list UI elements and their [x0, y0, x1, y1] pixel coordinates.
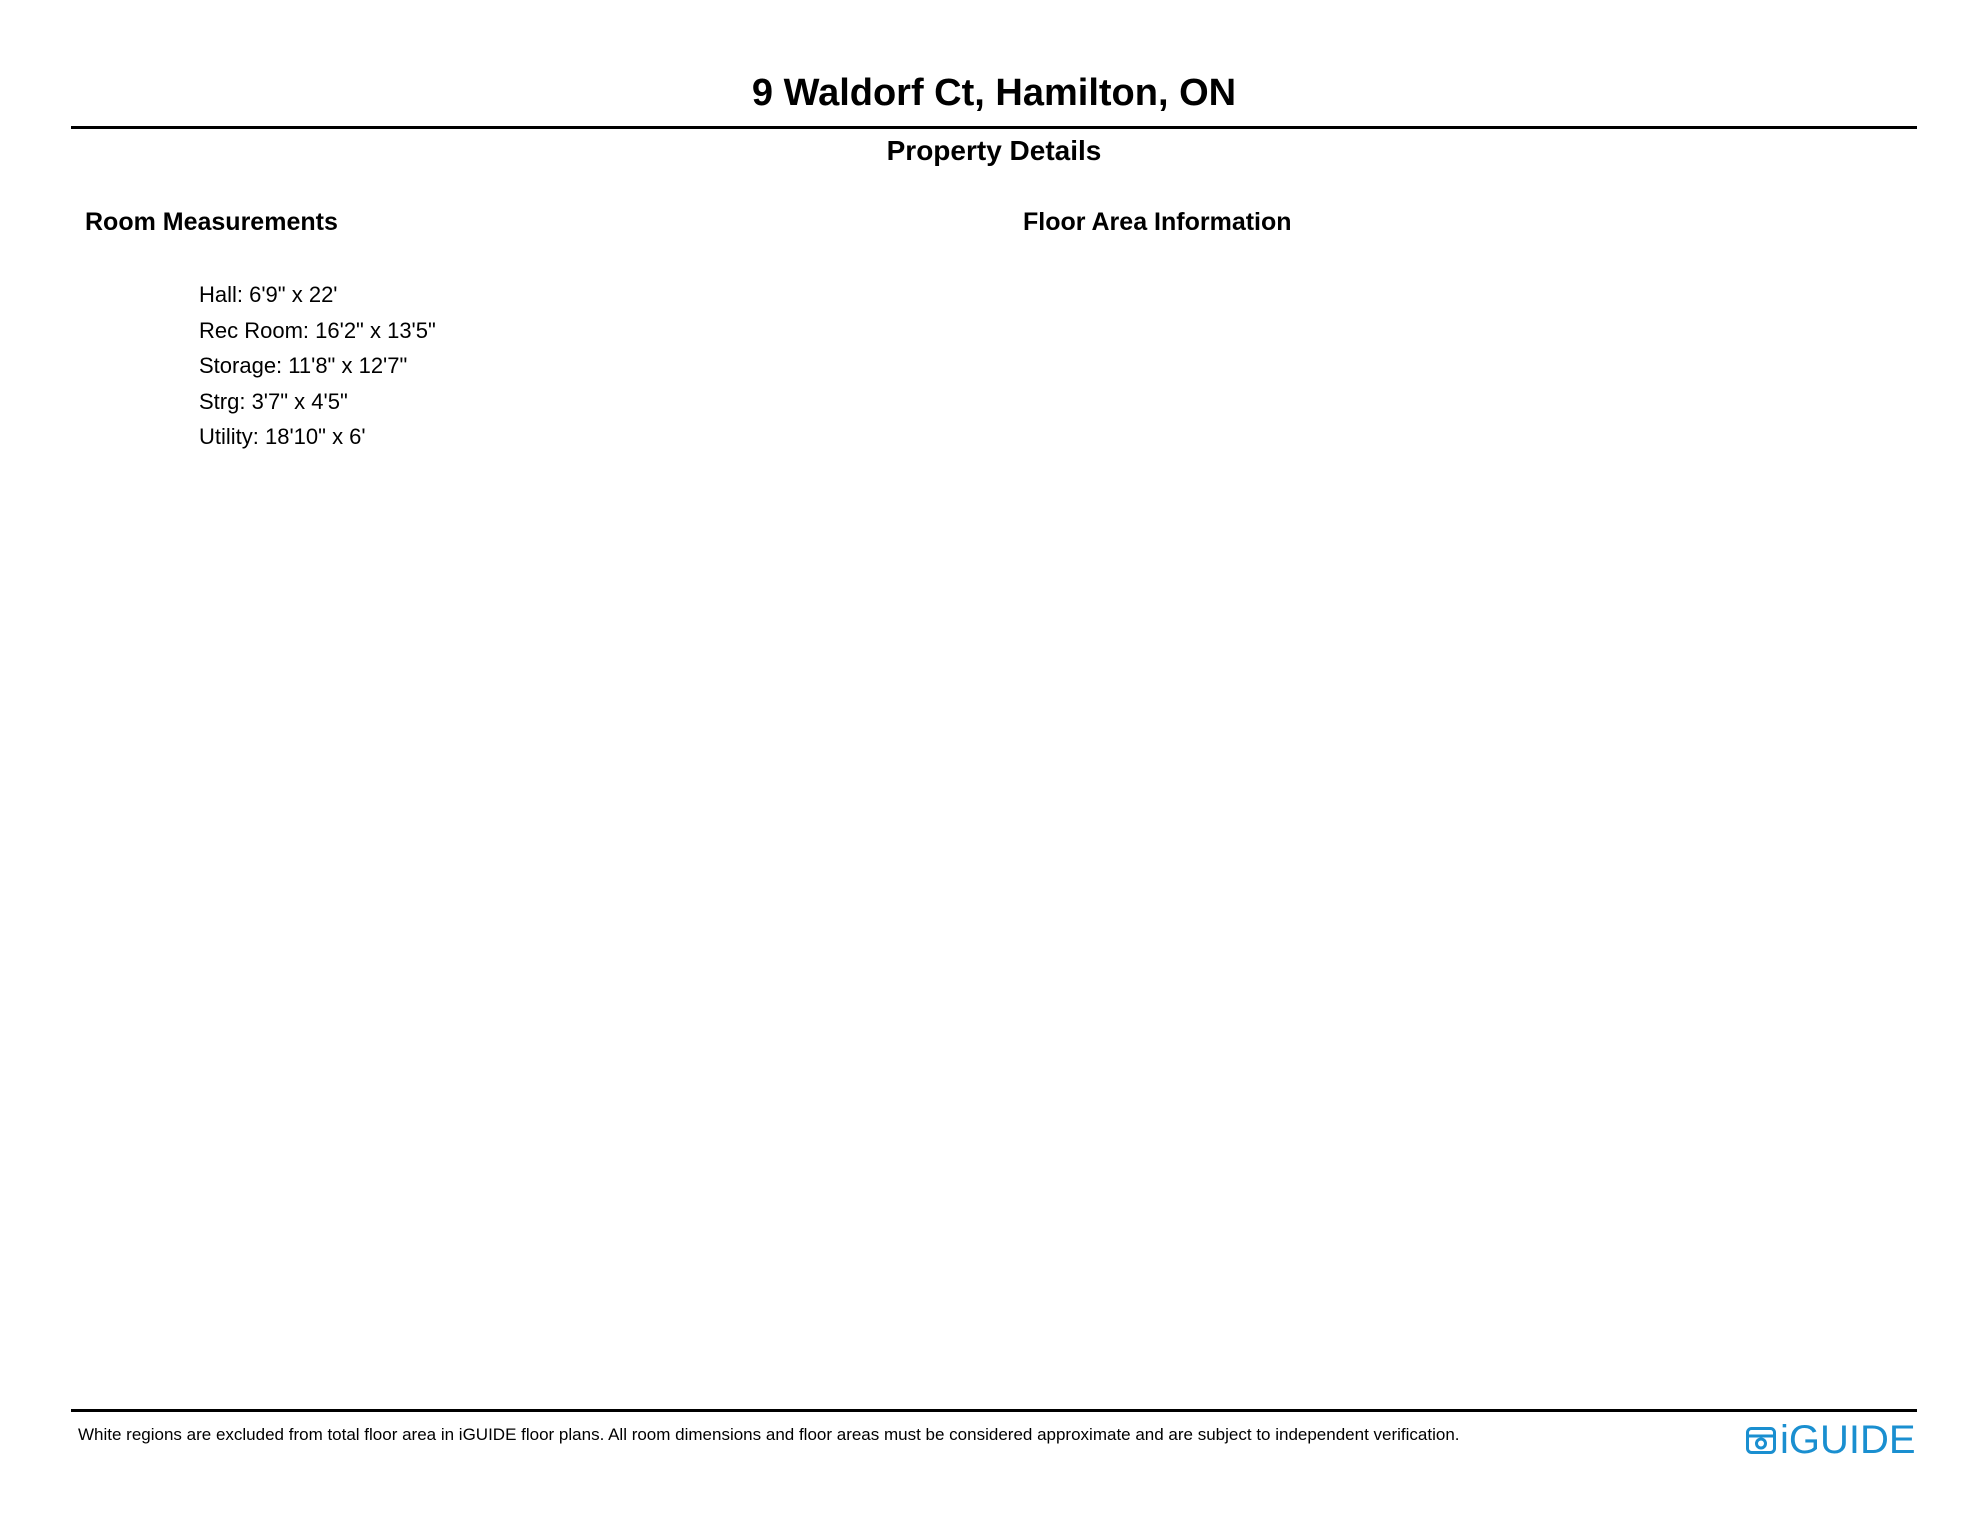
room-item: Storage: 11'8" x 12'7" [199, 353, 408, 378]
page-title: 9 Waldorf Ct, Hamilton, ON [751, 72, 1237, 114]
footer-divider [71, 1409, 1917, 1412]
room-item: Hall: 6'9" x 22' [199, 282, 338, 307]
room-item: Strg: 3'7" x 4'5" [199, 388, 348, 414]
iguide-logo [1745, 1418, 1916, 1462]
footer-disclaimer: White regions are excluded from total floor area in iGUIDE floor plans. All room dimensions and floor areas must be considered approximate and are subject to independent verification. [78, 1425, 1460, 1444]
page-subtitle: Property Details [886, 135, 1102, 166]
room-list [199, 277, 436, 455]
room-item: Utility: 18'10" x 6' [199, 424, 366, 449]
room-measurements-heading: Room Measurements [85, 208, 338, 236]
header-divider [71, 126, 1917, 129]
iguide-logo-text: iGUIDE [1780, 1418, 1916, 1462]
floor-area-heading: Floor Area Information [1023, 208, 1292, 236]
iguide-camera-icon [1745, 1424, 1777, 1456]
room-item: Rec Room: 16'2" x 13'5" [199, 317, 436, 343]
